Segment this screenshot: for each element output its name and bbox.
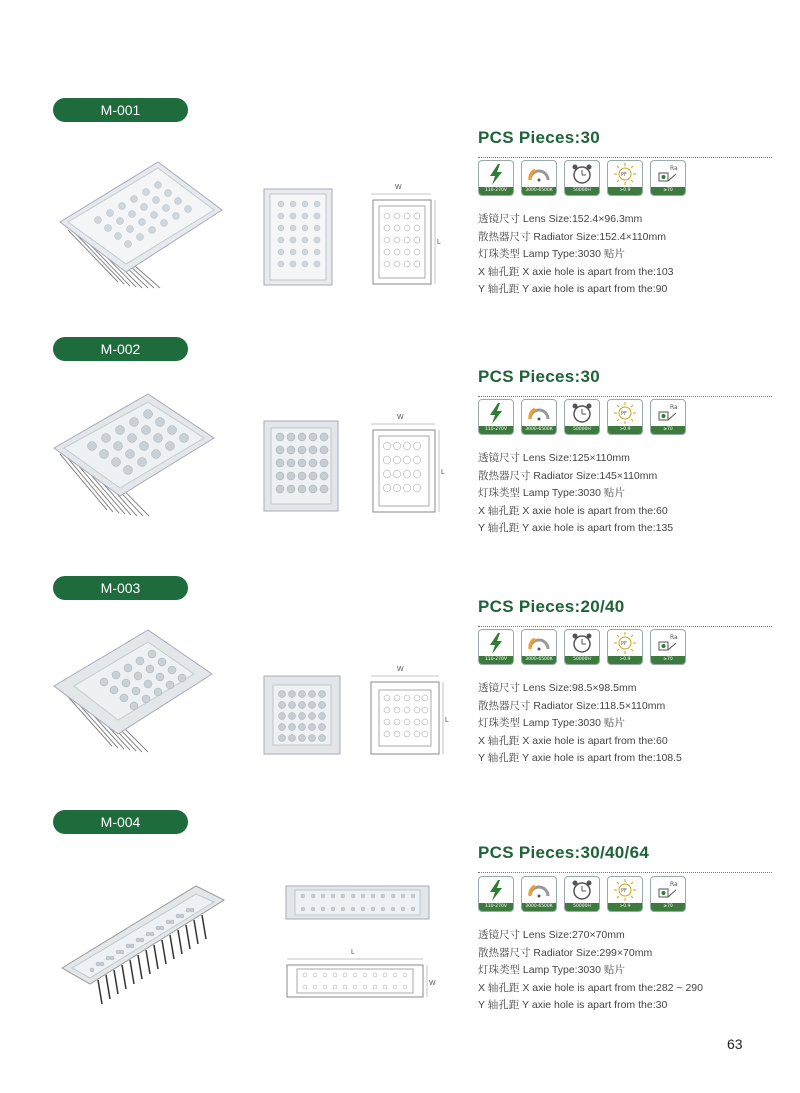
- icon-caption: 110-270V: [479, 187, 513, 195]
- divider: [478, 872, 772, 873]
- icon-caption: 50000H: [565, 656, 599, 664]
- svg-text:PF: PF: [621, 411, 627, 417]
- model-label-m001: M-001: [53, 98, 188, 122]
- spec-x-hole: X 轴孔距 X axie hole is apart from the:60: [478, 504, 668, 517]
- specs-m004: [478, 927, 703, 1015]
- pcs-heading-m003: PCS Pieces:20/40: [478, 597, 625, 616]
- icon-caption: 50000H: [565, 187, 599, 195]
- alarm-clock-icon: [564, 876, 600, 912]
- color-temperature-icon: [521, 876, 557, 912]
- spec-lamp-type: 灯珠类型 Lamp Type:3030 贴片: [478, 487, 625, 499]
- dimension-drawing-m002: [365, 410, 450, 516]
- color-rendering-icon: [650, 160, 686, 196]
- dim-l-label: L: [445, 717, 449, 724]
- spec-y-hole: Y 轴孔距 Y axie hole is apart from the:108.5: [478, 752, 682, 764]
- svg-text:Ra: Ra: [670, 404, 678, 411]
- color-temperature-icon: [521, 160, 557, 196]
- icon-caption: ≥70: [651, 426, 685, 434]
- specs-m001: [478, 211, 674, 299]
- alarm-clock-icon: [564, 399, 600, 435]
- module-photo-m001: [58, 160, 228, 290]
- spec-lamp-type: 灯珠类型 Lamp Type:3030 贴片: [478, 248, 625, 260]
- spec-radiator-size: 散热器尺寸 Radiator Size:299×70mm: [478, 946, 653, 959]
- color-rendering-icon: [650, 629, 686, 665]
- module-front-m003: [263, 675, 341, 755]
- dimension-drawing-m001: [365, 180, 445, 290]
- icon-caption: 110-270V: [479, 903, 513, 911]
- icon-caption: ≥70: [651, 656, 685, 664]
- spec-lens-size: 透镜尺寸 Lens Size:98.5×98.5mm: [478, 682, 637, 694]
- dim-l-label: L: [441, 469, 445, 476]
- spec-lens-size: 透镜尺寸 Lens Size:125×110mm: [478, 452, 630, 464]
- color-temperature-icon: [521, 629, 557, 665]
- svg-text:Ra: Ra: [670, 165, 678, 172]
- module-front-m004: [285, 885, 430, 920]
- spec-x-hole: X 轴孔距 X axie hole is apart from the:103: [478, 265, 674, 278]
- power-factor-icon: [607, 629, 643, 665]
- spec-x-hole: X 轴孔距 X axie hole is apart from the:282 ~ 290: [478, 981, 703, 994]
- power-factor-icon: [607, 160, 643, 196]
- module-photo-m002: [52, 392, 222, 517]
- feature-icons-m002: [478, 399, 686, 435]
- spec-lamp-type: 灯珠类型 Lamp Type:3030 贴片: [478, 964, 625, 976]
- dim-l-label: L: [437, 239, 441, 246]
- spec-radiator-size: 散热器尺寸 Radiator Size:152.4×110mm: [478, 230, 667, 243]
- module-photo-m004: [58, 880, 228, 1010]
- divider: [478, 626, 772, 627]
- spec-y-hole: Y 轴孔距 Y axie hole is apart from the:90: [478, 283, 668, 295]
- module-front-m002: [263, 420, 339, 512]
- pcs-heading-m004: PCS Pieces:30/40/64: [478, 843, 650, 862]
- alarm-clock-icon: [564, 160, 600, 196]
- color-temperature-icon: [521, 399, 557, 435]
- divider: [478, 396, 772, 397]
- alarm-clock-icon: [564, 629, 600, 665]
- spec-radiator-size: 散热器尺寸 Radiator Size:145×110mm: [478, 469, 658, 482]
- svg-text:PF: PF: [621, 172, 627, 178]
- dim-w-label: W: [429, 980, 436, 987]
- spec-y-hole: Y 轴孔距 Y axie hole is apart from the:30: [478, 999, 668, 1011]
- model-label-m003: M-003: [53, 576, 188, 600]
- dim-w-label: W: [397, 414, 404, 421]
- dim-l-label: L: [351, 949, 355, 956]
- spec-lamp-type: 灯珠类型 Lamp Type:3030 贴片: [478, 717, 625, 729]
- model-label-m004: M-004: [53, 810, 188, 834]
- voltage-bolt-icon: [478, 399, 514, 435]
- spec-x-hole: X 轴孔距 X axie hole is apart from the:60: [478, 734, 668, 747]
- dim-w-label: W: [397, 666, 404, 673]
- icon-caption: 3000-6500K: [522, 187, 556, 195]
- svg-text:Ra: Ra: [670, 881, 678, 888]
- power-factor-icon: [607, 876, 643, 912]
- svg-text:PF: PF: [621, 888, 627, 894]
- module-photo-m003: [52, 628, 217, 753]
- pcs-heading-m001: PCS Pieces:30: [478, 128, 601, 147]
- icon-caption: ≥70: [651, 187, 685, 195]
- feature-icons-m001: [478, 160, 686, 196]
- module-front-m001: [263, 188, 333, 286]
- feature-icons-m004: [478, 876, 686, 912]
- icon-caption: >0.9: [608, 656, 642, 664]
- icon-caption: >0.9: [608, 187, 642, 195]
- feature-icons-m003: [478, 629, 686, 665]
- voltage-bolt-icon: [478, 160, 514, 196]
- spec-y-hole: Y 轴孔距 Y axie hole is apart from the:135: [478, 522, 674, 534]
- dim-w-label: W: [395, 184, 402, 191]
- svg-text:Ra: Ra: [670, 634, 678, 641]
- divider: [478, 157, 772, 158]
- icon-caption: 110-270V: [479, 656, 513, 664]
- dimension-drawing-m003: [365, 662, 455, 762]
- pcs-heading-m002: PCS Pieces:30: [478, 367, 601, 386]
- power-factor-icon: [607, 399, 643, 435]
- icon-caption: >0.9: [608, 903, 642, 911]
- icon-caption: 3000-6500K: [522, 656, 556, 664]
- dimension-drawing-m004: [283, 945, 443, 1005]
- color-rendering-icon: [650, 876, 686, 912]
- icon-caption: 110-270V: [479, 426, 513, 434]
- svg-text:PF: PF: [621, 641, 627, 647]
- voltage-bolt-icon: [478, 876, 514, 912]
- model-label-m002: M-002: [53, 337, 188, 361]
- spec-lens-size: 透镜尺寸 Lens Size:270×70mm: [478, 929, 625, 941]
- icon-caption: >0.9: [608, 426, 642, 434]
- spec-radiator-size: 散热器尺寸 Radiator Size:118.5×110mm: [478, 699, 666, 712]
- icon-caption: 3000-6500K: [522, 426, 556, 434]
- page-number: 63: [727, 1036, 743, 1052]
- specs-m002: [478, 450, 673, 538]
- color-rendering-icon: [650, 399, 686, 435]
- icon-caption: ≥70: [651, 903, 685, 911]
- specs-m003: [478, 680, 682, 768]
- icon-caption: 3000-6500K: [522, 903, 556, 911]
- icon-caption: 50000H: [565, 903, 599, 911]
- spec-lens-size: 透镜尺寸 Lens Size:152.4×96.3mm: [478, 213, 643, 225]
- voltage-bolt-icon: [478, 629, 514, 665]
- icon-caption: 50000H: [565, 426, 599, 434]
